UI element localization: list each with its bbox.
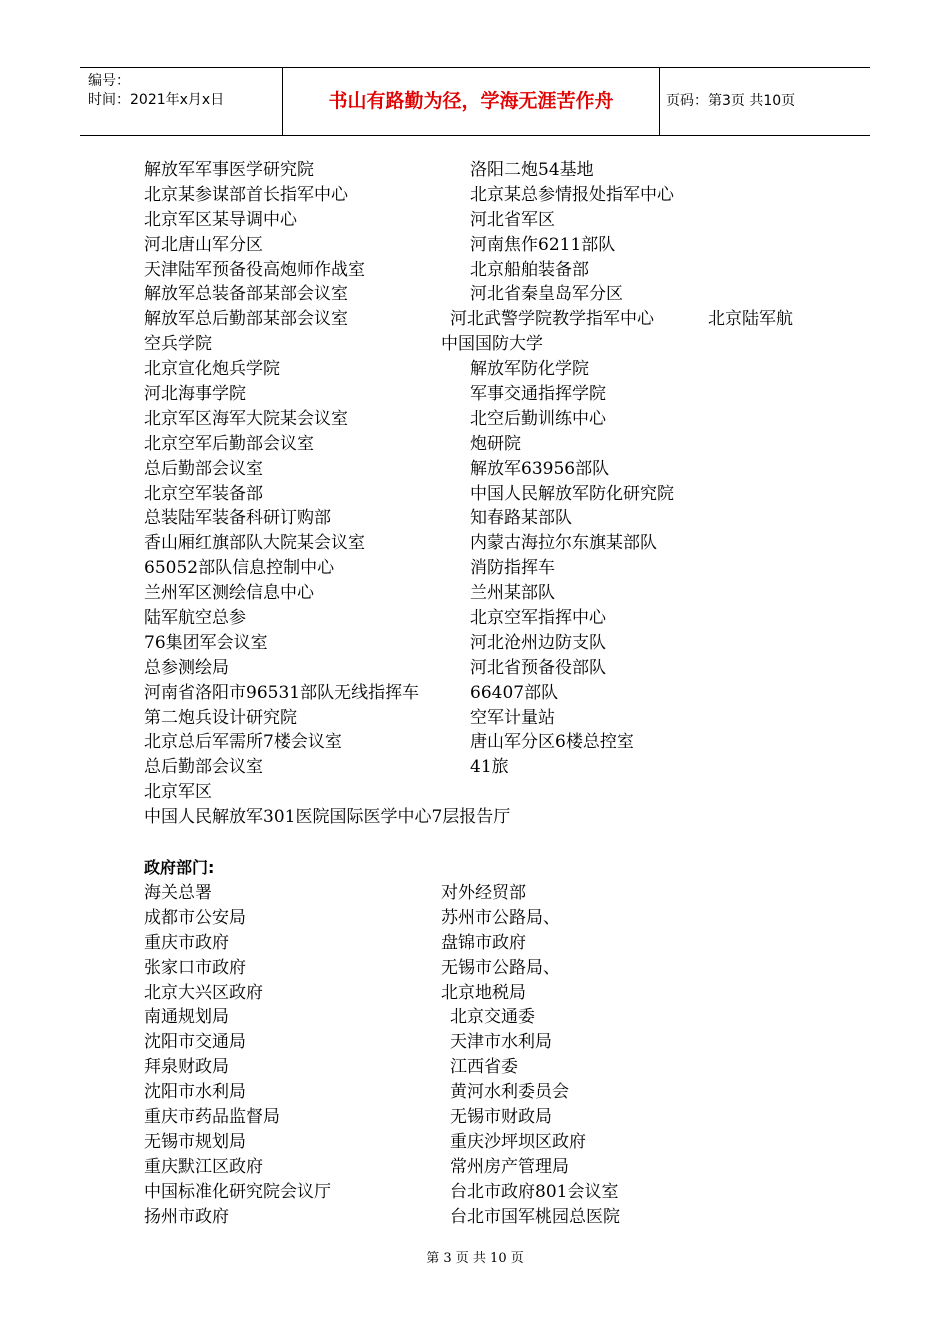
list-row <box>144 1030 824 1055</box>
list-item: 解放军总后勤部某部会议室 <box>144 309 348 330</box>
list-row <box>144 282 824 307</box>
list-item: 中国人民解放军防化研究院 <box>470 483 674 504</box>
list-row <box>144 382 824 407</box>
list-item: 兰州军区测绘信息中心 <box>144 583 314 604</box>
list-item: 河北唐山军分区 <box>144 234 263 255</box>
list-item: 消防指挥车 <box>470 558 555 579</box>
list-item: 总参测绘局 <box>144 657 229 678</box>
list-item: 北京军区 <box>144 782 212 803</box>
list-item: 北京地税局 <box>441 982 526 1003</box>
list-row <box>144 1205 824 1230</box>
list-item: 常州房产管理局 <box>450 1156 569 1177</box>
list-item: 台北市国军桃园总医院 <box>450 1206 620 1227</box>
list-item: 北京军区某导调中心 <box>144 209 297 230</box>
list-row <box>144 531 824 556</box>
list-item: 北京某总参情报处指军中心 <box>470 184 674 205</box>
list-item: 北京某参谋部首长指军中心 <box>144 184 348 205</box>
list-item: 张家口市政府 <box>144 957 246 978</box>
header-page-code: 页码：第3页 共10页 <box>666 93 796 109</box>
list-item: 河南焦作6211部队 <box>470 234 616 255</box>
list-row <box>144 432 824 457</box>
list-row <box>144 208 824 233</box>
list-item: 苏州市公路局、 <box>441 907 560 928</box>
list-item: 扬州市政府 <box>144 1206 229 1227</box>
list-item: 重庆沙坪坝区政府 <box>450 1131 586 1152</box>
list-item: 河北省预备役部队 <box>470 657 606 678</box>
list-item: 中国国防大学 <box>441 334 543 355</box>
list-item: 北京陆军航 <box>708 309 793 330</box>
list-item: 北京空军装备部 <box>144 483 263 504</box>
list-row <box>144 631 824 656</box>
list-row <box>144 755 824 780</box>
list-row <box>144 706 824 731</box>
list-row <box>144 1105 824 1130</box>
doc-time: 时间：2021年x月x日 <box>88 92 225 108</box>
list-item: 解放军防化学院 <box>470 359 589 380</box>
list-item: 拜泉财政局 <box>144 1057 229 1078</box>
list-row <box>144 457 824 482</box>
list-item: 河南省洛阳市96531部队无线指挥车 <box>144 682 420 703</box>
list-row <box>144 1130 824 1155</box>
list-row <box>144 805 824 830</box>
list-row <box>144 407 824 432</box>
list-row <box>144 1055 824 1080</box>
list-row <box>144 881 824 906</box>
list-item: 北京空军指挥中心 <box>470 608 606 629</box>
list-item: 沈阳市水利局 <box>144 1082 246 1103</box>
list-row <box>144 332 824 357</box>
list-item: 空兵学院 <box>144 334 212 355</box>
doc-number: 编号： <box>88 73 130 89</box>
list-item: 成都市公安局 <box>144 907 246 928</box>
list-row <box>144 556 824 581</box>
list-item: 重庆市药品监督局 <box>144 1106 280 1127</box>
list-item: 洛阳二炮54基地 <box>470 160 594 180</box>
list-item: 66407部队 <box>470 682 559 703</box>
list-item: 北京宣化炮兵学院 <box>144 359 280 380</box>
list-item: 北京船舶装备部 <box>470 259 589 280</box>
list-row <box>144 233 824 258</box>
document-body <box>144 158 824 1229</box>
list-item: 内蒙古海拉尔东旗某部队 <box>470 533 657 554</box>
list-row <box>144 681 824 706</box>
list-item: 军事交通指挥学院 <box>470 384 606 405</box>
list-row <box>144 158 824 183</box>
list-row <box>144 780 824 805</box>
page-header <box>80 67 870 136</box>
list-row <box>144 258 824 283</box>
list-item: 中国标准化研究院会议厅 <box>144 1181 331 1202</box>
list-item: 北京空军后勤部会议室 <box>144 433 314 454</box>
list-row <box>144 1180 824 1205</box>
list-item: 重庆市政府 <box>144 932 229 953</box>
list-item: 江西省委 <box>450 1057 518 1078</box>
list-item: 无锡市财政局 <box>450 1106 552 1127</box>
list-row <box>144 1080 824 1105</box>
military-list <box>144 158 824 830</box>
list-row <box>144 506 824 531</box>
section-title-government: 政府部门: <box>144 858 215 878</box>
list-item: 唐山军分区6楼总控室 <box>470 732 634 753</box>
list-item: 第二炮兵设计研究院 <box>144 707 297 728</box>
header-meta <box>80 68 282 135</box>
list-item: 无锡市公路局、 <box>441 957 560 978</box>
list-item: 解放军军事医学研究院 <box>144 160 314 180</box>
list-item: 解放军63956部队 <box>470 458 610 479</box>
list-row <box>144 581 824 606</box>
list-item: 中国人民解放军301医院国际医学中心7层报告厅 <box>144 807 511 828</box>
list-row <box>144 906 824 931</box>
list-item: 天津市水利局 <box>450 1032 552 1053</box>
list-item: 兰州某部队 <box>470 583 555 604</box>
list-row <box>144 730 824 755</box>
list-row <box>144 183 824 208</box>
list-item: 对外经贸部 <box>441 882 526 903</box>
list-row <box>144 482 824 507</box>
list-item: 总后勤部会议室 <box>144 458 263 479</box>
header-motto: 书山有路勤为径，学海无涯苦作舟 <box>282 68 660 135</box>
list-item: 黄河水利委员会 <box>450 1082 569 1103</box>
list-item: 天津陆军预备役高炮师作战室 <box>144 259 365 280</box>
list-item: 重庆默江区政府 <box>144 1156 263 1177</box>
list-item: 76集团军会议室 <box>144 632 268 653</box>
list-item: 河北沧州边防支队 <box>470 632 606 653</box>
list-item: 北京交通委 <box>450 1007 535 1028</box>
government-list <box>144 881 824 1229</box>
list-row <box>144 656 824 681</box>
list-item: 炮研院 <box>470 433 521 454</box>
list-item: 总后勤部会议室 <box>144 757 263 778</box>
list-row <box>144 981 824 1006</box>
list-item: 河北省军区 <box>470 209 555 230</box>
list-item: 河北海事学院 <box>144 384 246 405</box>
list-item: 海关总署 <box>144 882 212 903</box>
list-row <box>144 956 824 981</box>
list-row <box>144 307 824 332</box>
list-row <box>144 931 824 956</box>
list-row <box>144 357 824 382</box>
list-item: 无锡市规划局 <box>144 1131 246 1152</box>
list-item: 北京军区海军大院某会议室 <box>144 408 348 429</box>
list-item: 北京总后军需所7楼会议室 <box>144 732 342 753</box>
list-item: 陆军航空总参 <box>144 608 246 629</box>
list-item: 香山厢红旗部队大院某会议室 <box>144 533 365 554</box>
page-footer: 第 3 页 共 10 页 <box>426 1251 524 1266</box>
list-item: 河北武警学院教学指军中心 <box>450 309 654 330</box>
list-item: 北京大兴区政府 <box>144 982 263 1003</box>
list-item: 台北市政府801会议室 <box>450 1181 619 1202</box>
list-row <box>144 1155 824 1180</box>
list-item: 知春路某部队 <box>470 508 572 529</box>
list-row <box>144 1005 824 1030</box>
list-item: 南通规划局 <box>144 1007 229 1028</box>
list-item: 总装陆军装备科研订购部 <box>144 508 331 529</box>
list-item: 河北省秦皇岛军分区 <box>470 284 623 305</box>
list-item: 沈阳市交通局 <box>144 1032 246 1053</box>
list-item: 盘锦市政府 <box>441 932 526 953</box>
list-item: 解放军总装备部某部会议室 <box>144 284 348 305</box>
list-item: 41旅 <box>470 757 509 778</box>
list-item: 北空后勤训练中心 <box>470 408 606 429</box>
list-item: 空军计量站 <box>470 707 555 728</box>
list-item: 65052部队信息控制中心 <box>144 558 335 579</box>
list-row <box>144 606 824 631</box>
